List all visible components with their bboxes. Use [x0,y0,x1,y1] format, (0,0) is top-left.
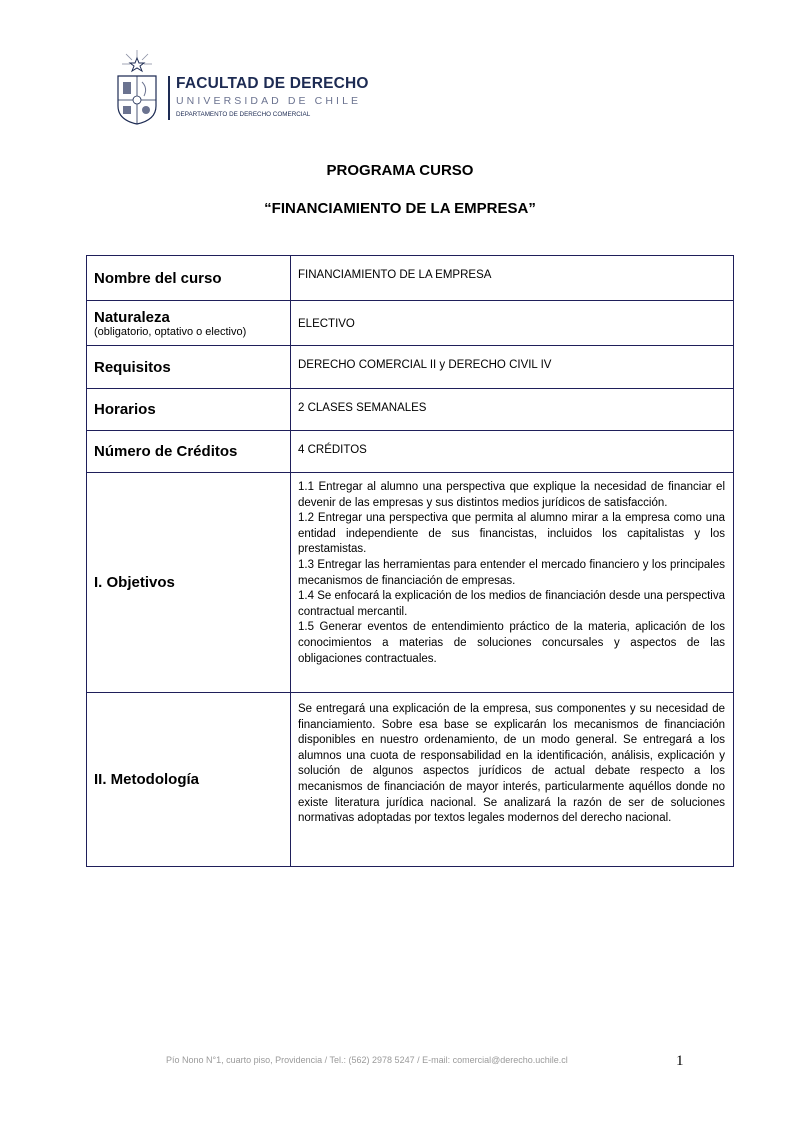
row-label: I. Objetivos [87,473,291,693]
row-label: II. Metodología [87,693,291,867]
logo-department-name: DEPARTAMENTO DE DERECHO COMERCIAL [176,111,311,118]
objective-item: 1.4 Se enfocará la explicación de los medios de financiación desde una perspectiva contractual mercantil. [298,590,725,618]
course-info-table [86,255,734,867]
label-subtext: (obligatorio, optativo o electivo) [94,325,247,338]
table-row [87,473,734,693]
row-value: DERECHO COMERCIAL II y DERECHO CIVIL IV [291,346,734,389]
row-value: 2 CLASES SEMANALES [291,389,734,431]
row-value: FINANCIAMIENTO DE LA EMPRESA [291,256,734,301]
table-row [87,301,734,346]
objective-item: 1.2 Entregar una perspectiva que permita al alumno mirar a la empresa como una entidad independiente de sus financistas, incluidos los capitalistas y los prestamistas. [298,512,725,556]
label-text: Naturaleza [94,308,170,326]
logo-faculty-name: FACULTAD DE DERECHO [176,75,369,92]
table-row [87,346,734,389]
methodology-text: Se entregará una explicación de la empresa, sus componentes y su necesidad de financiamiento. Sobre esa base se explicarán los mecanismos de financiación disponibles en nuestro ordenamiento, de un modo general. Se entregará a los alumnos una cuota de responsabilidad en la identificación, análisis, explicación y solución de algunos aspectos jurídicos de actual debate respecto a los mecanismos de financiación de mayor interés, particularmente aquéllos donde no existe literatura jurídica nacional. Se analizará la razón de ser de soluciones normativas adoptadas por textos legales modernos del derecho nacional. [291,693,734,867]
table-row [87,693,734,867]
university-crest-icon [112,48,162,126]
table-row [87,389,734,431]
objective-item: 1.3 Entregar las herramientas para entender el mercado financiero y los principales mecanismos de financiación de empresas. [298,558,725,587]
footer-contact: Pío Nono N°1, cuarto piso, Providencia / Tel.: (562) 2978 5247 / E-mail: comercial@derecho.uchile.cl [166,1055,568,1065]
table-row [87,256,734,301]
row-value: 4 CRÉDITOS [291,431,734,473]
row-label: Horarios [87,389,291,431]
row-value: ELECTIVO [291,301,734,346]
objective-item: 1.1 Entregar al alumno una perspectiva que explique la necesidad de financiar el devenir de las empresas y sus distintos medios jurídicos de satisfacción. [298,481,725,509]
table-row [87,431,734,473]
objective-item: 1.5 Generar eventos de entendimiento práctico de la materia, aplicación de los conocimientos a materias de soluciones concursales y aspectos de las obligaciones contractuales. [298,621,725,665]
logo-university-name: UNIVERSIDAD DE CHILE [176,95,362,107]
objectives-list [291,473,734,693]
row-label: Nombre del curso [87,256,291,301]
faculty-logo [112,48,369,128]
row-label [87,301,291,346]
row-label: Requisitos [87,346,291,389]
document-title: PROGRAMA CURSO [326,162,474,179]
logo-divider [168,76,170,120]
page-number: 1 [676,1053,684,1069]
course-title: “FINANCIAMIENTO DE LA EMPRESA” [264,200,536,217]
row-label: Número de Créditos [87,431,291,473]
